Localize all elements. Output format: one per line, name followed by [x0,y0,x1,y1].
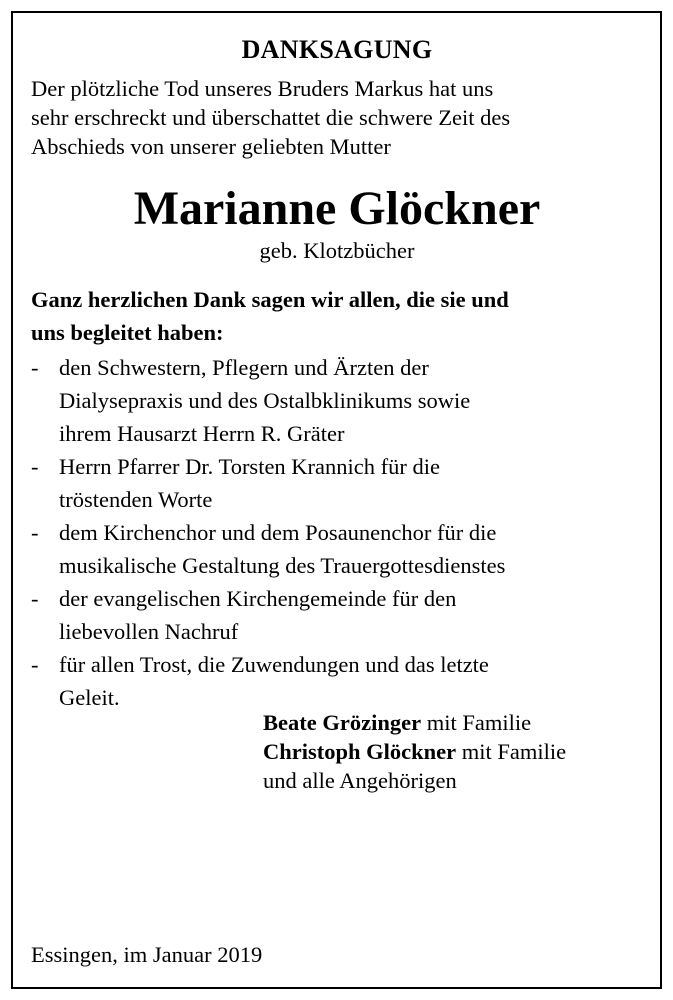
list-item [31,582,643,648]
list-item-line: dem Kirchenchor und dem Posaunenchor für die [59,520,497,545]
list-item-line: liebevollen Nachruf [59,619,239,644]
intro-text [31,74,643,161]
list-item-line: Dialysepraxis und des Ostalbklinikums sowie [59,388,471,413]
thanks-statement [31,283,643,349]
signer-suffix: mit Familie [456,739,567,764]
list-item-line: tröstenden Worte [59,487,213,512]
thanks-line: uns begleitet haben: [31,320,224,345]
notice-content [31,34,643,801]
deceased-name: Marianne Glöckner [133,182,541,235]
list-item [31,351,643,450]
bullet-dash: - [31,454,39,479]
list-item-line: den Schwestern, Pflegern und Ärzten der [59,355,429,380]
signer-line [263,766,643,795]
place-date: Essingen, im Januar 2019 [31,942,263,967]
signer-line [263,737,643,766]
intro-line: sehr erschreckt und überschattet die schwere Zeit des [31,105,511,130]
signer-name: Beate Grözinger [263,710,422,735]
signer-line [263,708,643,737]
thanks-line: Ganz herzlichen Dank sagen wir allen, die sie und [31,287,509,312]
list-item-line: für allen Trost, die Zuwendungen und das letzte [59,652,489,677]
intro-line: Der plötzliche Tod unseres Bruders Markus hat uns [31,76,494,101]
list-item-line: der evangelischen Kirchengemeinde für den [59,586,457,611]
list-item-line: ihrem Hausarzt Herrn R. Gräter [59,421,345,446]
list-item-line: Herrn Pfarrer Dr. Torsten Krannich für die [59,454,440,479]
signer-suffix: mit Familie [421,710,532,735]
list-item [31,450,643,516]
bullet-dash: - [31,520,39,545]
signer-suffix: und alle Angehörigen [263,768,457,793]
list-item [31,516,643,582]
notice-heading: DANKSAGUNG [241,35,433,64]
intro-line: Abschieds von unserer geliebten Mutter [31,134,391,159]
bullet-dash: - [31,652,39,677]
bullet-dash: - [31,586,39,611]
thanks-list [31,351,643,714]
bullet-dash: - [31,355,39,380]
list-item-line: Geleit. [59,685,120,710]
signer-name: Christoph Glöckner [263,739,457,764]
signers-block [263,708,643,795]
list-item [31,648,643,714]
list-item-line: musikalische Gestaltung des Trauergottesdienstes [59,553,506,578]
maiden-name: geb. Klotzbücher [259,238,415,263]
